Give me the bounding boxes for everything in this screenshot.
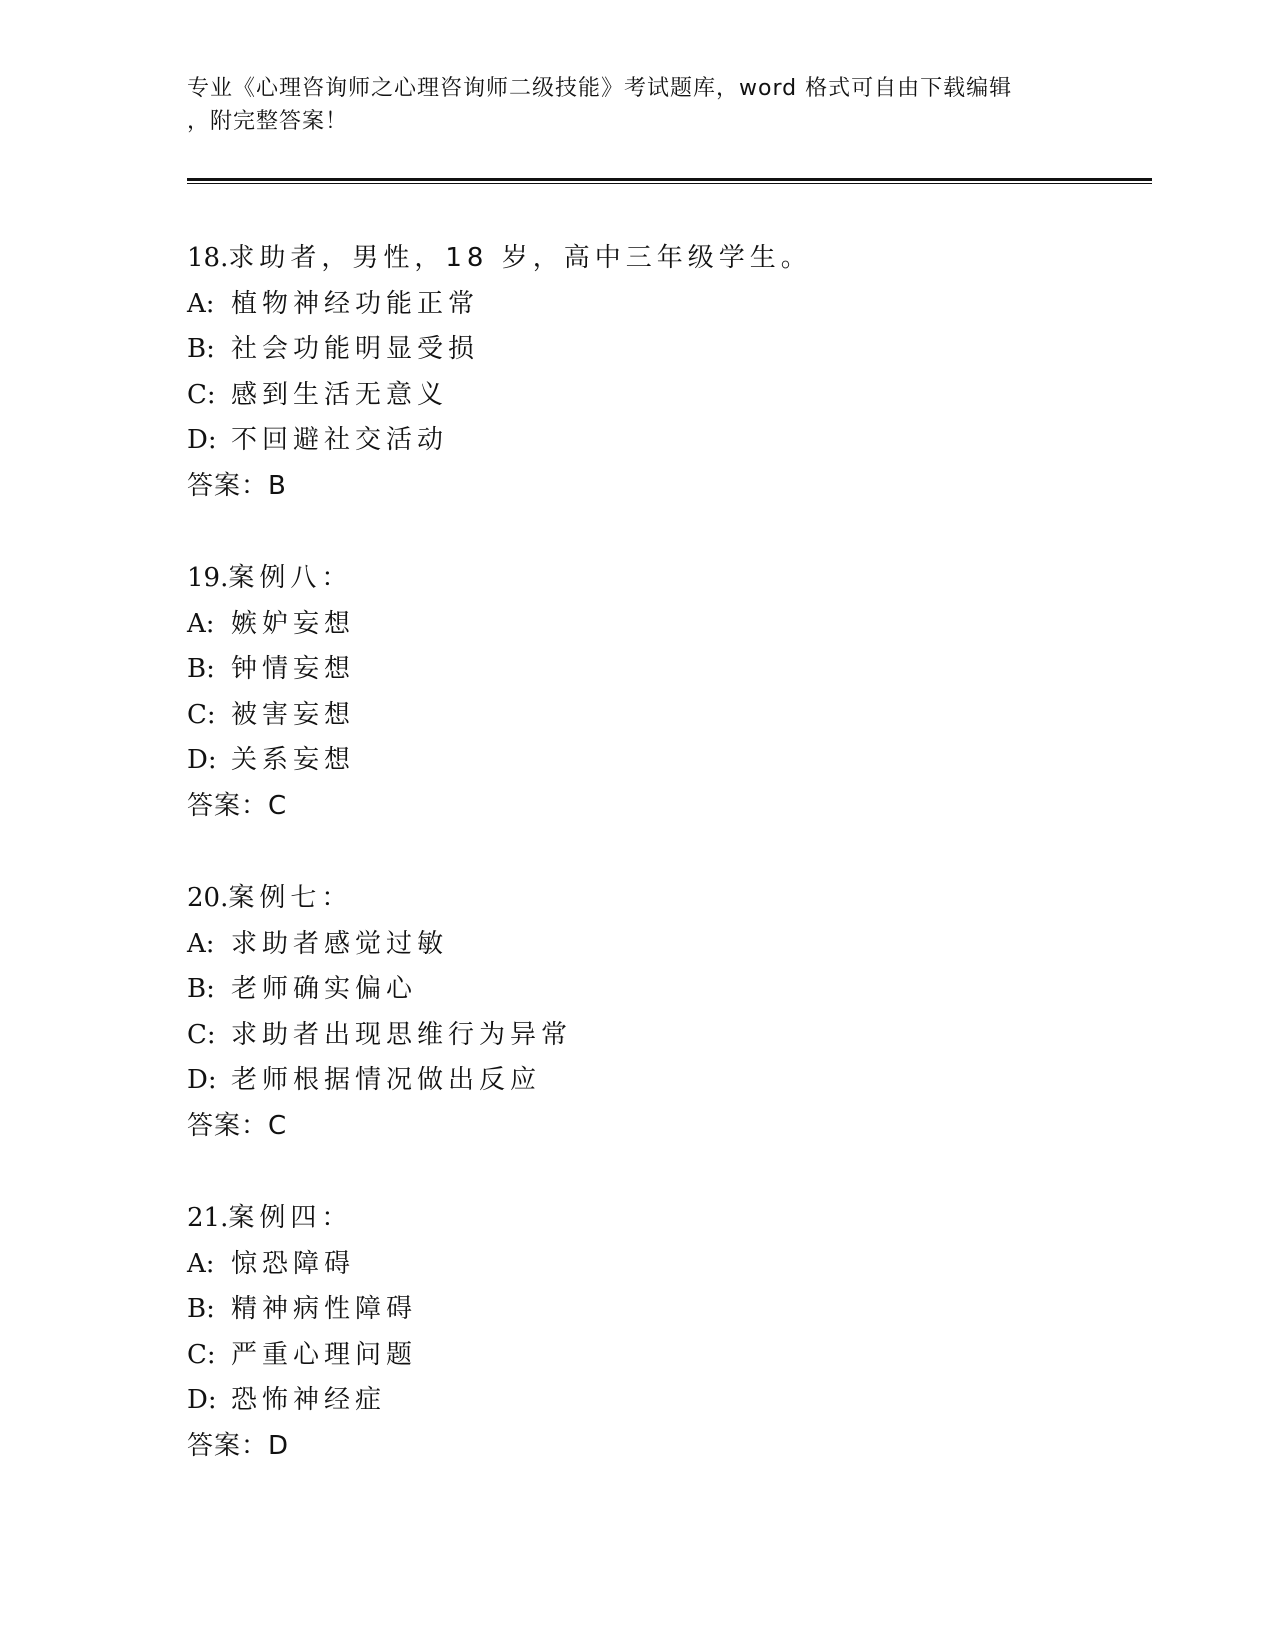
option-text: 感到生活无意义 xyxy=(231,379,449,410)
option-c xyxy=(187,373,1152,419)
option-text: 被害妄想 xyxy=(231,699,356,730)
answer-line: 答案：C xyxy=(187,790,288,821)
option-label: C: xyxy=(187,1019,216,1050)
option-c xyxy=(187,1013,1152,1059)
option-label: A: xyxy=(187,608,215,639)
option-text: 严重心理问题 xyxy=(231,1339,418,1370)
option-d xyxy=(187,418,1152,464)
option-label: A: xyxy=(187,1248,215,1279)
option-b xyxy=(187,327,1152,373)
option-label: C: xyxy=(187,1339,216,1370)
option-label: D: xyxy=(187,1385,217,1415)
option-label: D: xyxy=(187,1065,217,1095)
header-title-line-1: 专业《心理咨询师之心理咨询师二级技能》考试题库，word 格式可自由下载编辑 xyxy=(187,76,1013,101)
header-title-line-2: ，附完整答案！ xyxy=(187,109,349,134)
option-label: C: xyxy=(187,379,216,410)
option-d xyxy=(187,1058,1152,1104)
question-18 xyxy=(187,236,1152,556)
option-label: D: xyxy=(187,425,217,455)
option-text: 植物神经功能正常 xyxy=(231,288,480,319)
question-20 xyxy=(187,876,1152,1196)
question-number: 20. xyxy=(187,883,229,913)
option-label: D: xyxy=(187,745,217,775)
header-divider-thick xyxy=(187,178,1152,181)
option-a xyxy=(187,922,1152,968)
question-text: 求助者，男性，18 岁，高中三年级学生。 xyxy=(228,243,812,273)
option-text: 老师根据情况做出反应 xyxy=(231,1065,542,1095)
question-21 xyxy=(187,1196,1152,1516)
option-b xyxy=(187,967,1152,1013)
option-label: B: xyxy=(187,1294,215,1324)
option-text: 社会功能明显受损 xyxy=(231,334,480,364)
option-text: 惊恐障碍 xyxy=(231,1248,356,1279)
question-number: 19. xyxy=(187,563,229,593)
option-text: 老师确实偏心 xyxy=(231,974,418,1004)
option-text: 嫉妒妄想 xyxy=(231,608,356,639)
question-stem xyxy=(187,1196,1152,1242)
option-a xyxy=(187,602,1152,648)
option-text: 精神病性障碍 xyxy=(231,1294,418,1324)
option-a xyxy=(187,1242,1152,1288)
question-stem xyxy=(187,556,1152,602)
option-label: A: xyxy=(187,288,215,319)
question-19 xyxy=(187,556,1152,876)
question-stem xyxy=(187,876,1152,922)
question-text: 案例四： xyxy=(228,1203,353,1233)
header-divider-thin xyxy=(187,183,1152,184)
option-text: 恐怖神经症 xyxy=(231,1385,387,1415)
option-d xyxy=(187,1378,1152,1424)
option-label: B: xyxy=(187,334,215,364)
option-label: B: xyxy=(187,974,215,1004)
option-text: 不回避社交活动 xyxy=(231,425,449,455)
option-b xyxy=(187,647,1152,693)
option-text: 求助者感觉过敏 xyxy=(231,928,449,959)
answer-line: 答案：C xyxy=(187,1110,288,1141)
option-label: A: xyxy=(187,928,215,959)
answer-line: 答案：D xyxy=(187,1430,290,1461)
option-b xyxy=(187,1287,1152,1333)
question-text: 案例八： xyxy=(228,563,353,593)
question-stem xyxy=(187,236,1152,282)
option-c xyxy=(187,1333,1152,1379)
option-text: 求助者出现思维行为异常 xyxy=(231,1019,573,1050)
question-list xyxy=(187,236,1152,1516)
question-text: 案例七： xyxy=(228,883,353,913)
option-c xyxy=(187,693,1152,739)
option-text: 关系妄想 xyxy=(231,745,356,775)
question-number: 21. xyxy=(187,1203,229,1233)
question-number: 18. xyxy=(187,243,229,273)
option-d xyxy=(187,738,1152,784)
document-header xyxy=(187,72,1087,138)
option-a xyxy=(187,282,1152,328)
answer-line: 答案：B xyxy=(187,470,287,501)
option-label: C: xyxy=(187,699,216,730)
option-text: 钟情妄想 xyxy=(231,654,356,684)
option-label: B: xyxy=(187,654,215,684)
